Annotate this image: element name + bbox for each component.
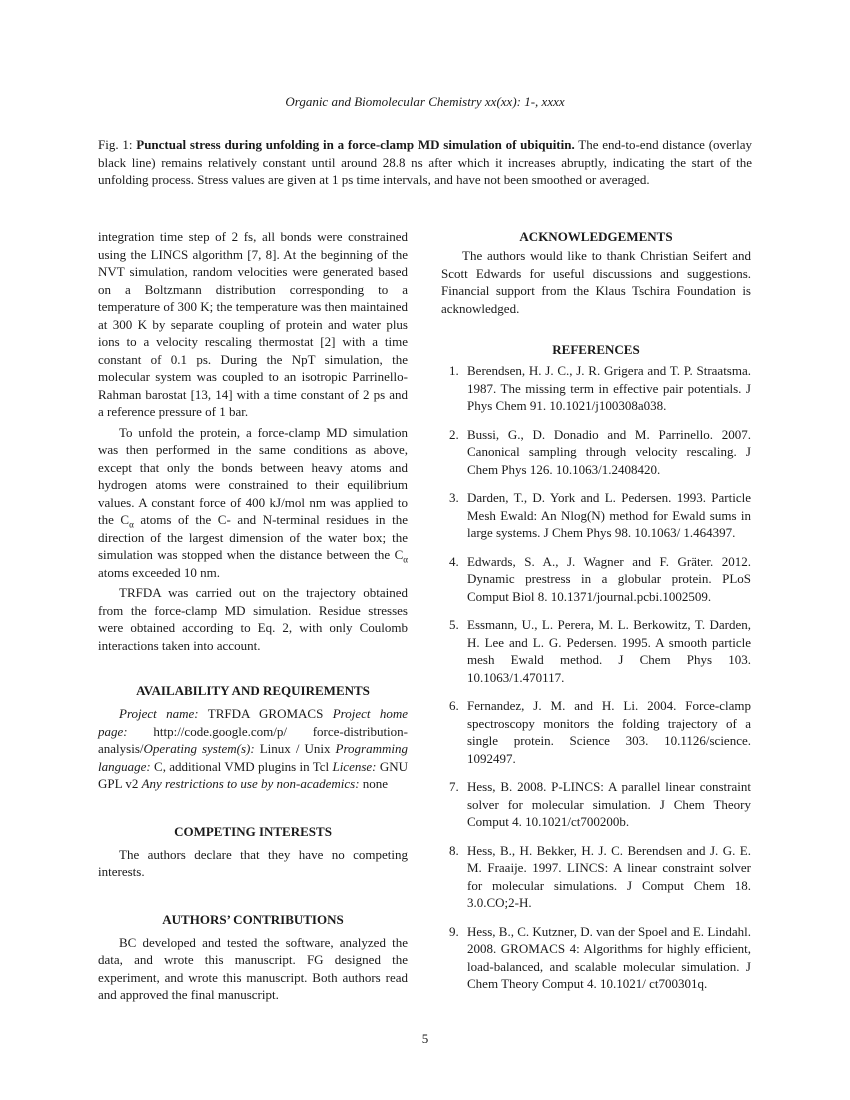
right-column: [441, 228, 751, 1004]
acknowledgements-heading: ACKNOWLEDGEMENTS: [519, 229, 673, 244]
page-number: 5: [421, 1031, 429, 1046]
figure-caption-text: The end-to-end distance (overlay black line) remains relatively constant until around 28.8 ns after which it increases abruptly, indicating the start of the unfolding process. Stress values are given at 1 ps time intervals, and have not been smoothed or averaged.: [98, 137, 753, 187]
acknowledgements-text: The authors would like to thank Christian Seifert and Scott Edwards for useful discussions and suggestions. Financial support from the Klaus Tschira Foundation is acknowledged.: [441, 248, 751, 316]
left-column: [98, 228, 408, 1004]
authors-contributions-text: BC developed and tested the software, analyzed the data, and wrote this manuscript. FG designed the experiment, and wrote this manuscript. Both authors read and approved the final manuscript.: [98, 934, 408, 1002]
reference-text: Essmann, U., L. Perera, M. L. Berkowitz, T. Darden, H. Lee and L. G. Pedersen. 1995. A smooth particle mesh Ewald method. J Chem Phys 103. 10.1063/1.470117.: [467, 617, 751, 685]
figure-label: Fig. 1:: [98, 137, 133, 152]
reference-item: [441, 778, 751, 831]
reference-item: [441, 489, 751, 542]
reference-list: [441, 362, 751, 993]
methods-paragraph-2: To unfold the protein, a force-clamp MD simulation was then performed in the same conditions as above, except that only the bonds between heavy atoms and hydrogen atoms were constrained to their equilibrium values. A constant force of 400 kJ/mol nm was applied to the $C_\alpha$ atoms of the C- and N-terminal residues in the direction of the largest dimension of the water box; the simulation was stopped when the distance between the $C_\alpha$ atoms exceeded 10 nm.: [98, 424, 408, 580]
reference-number: 5.: [449, 617, 459, 632]
reference-number: 3.: [449, 490, 459, 505]
reference-item: [441, 923, 751, 993]
availability-heading: AVAILABILITY AND REQUIREMENTS: [136, 683, 370, 698]
competing-interests-heading: COMPETING INTERESTS: [174, 823, 332, 839]
reference-item: [441, 362, 751, 415]
methods-paragraph-1: integration time step of 2 fs, all bonds were constrained using the LINCS algorithm [7, 8]. At the beginning of the NVT simulation, random velocities were generated based on a Boltzmann distribution corresponding to a temperature of 300 K; the temperature was then maintained at 300 K by separate coupling of protein and water plus ions to a velocity rescaling thermostat [2] with a time constant of 0.1 ps. During the NpT simulation, the molecular system was coupled to an isotropic Parrinello-Rahman barostat [13, 14] with a time constant of 2 ps and a reference pressure of 1 bar.: [98, 229, 408, 419]
reference-item: [441, 426, 751, 479]
reference-text: Fernandez, J. M. and H. Li. 2004. Force-clamp spectroscopy monitors the folding trajectory of a single protein. Science 303. 10.1126/science. 1092497.: [467, 698, 751, 766]
competing-interests-text: The authors declare that they have no competing interests.: [98, 846, 408, 879]
figure-title: Punctual stress during unfolding in a force-clamp MD simulation of ubiquitin.: [136, 137, 575, 152]
reference-text: Hess, B., H. Bekker, H. J. C. Berendsen and J. G. E. M. Fraaije. 1997. LINCS: A linear constraint solver for molecular simulations. J Comput Chem 18. 3.0.CO;2-H.: [467, 842, 751, 910]
reference-text: Hess, B. 2008. P-LINCS: A parallel linear constraint solver for molecular simulation. J Chem Theory Comput 4. 10.1021/ct700200b.: [467, 779, 751, 829]
reference-item: [441, 616, 751, 686]
reference-number: 7.: [449, 779, 459, 794]
authors-contributions-heading: AUTHORS’ CONTRIBUTIONS: [162, 911, 344, 927]
reference-number: 9.: [449, 923, 459, 939]
reference-item: [441, 842, 751, 912]
reference-text: Berendsen, H. J. C., J. R. Grigera and T. P. Straatsma. 1987. The missing term in effective pair potentials. J Phys Chem 91. 10.1021/j100308a038.: [467, 363, 751, 413]
reference-number: 8.: [449, 842, 459, 858]
reference-text: Bussi, G., D. Donadio and M. Parrinello. 2007. Canonical sampling through velocity rescaling. J Chem Phys 126. 10.1063/1.2408420.: [467, 426, 751, 477]
reference-text: Darden, T., D. York and L. Pedersen. 1993. Particle Mesh Ewald: An Nlog(N) method for Ewald sums in large systems. J Chem Phys 98. 10.1063/ 1.464397.: [467, 490, 751, 540]
reference-number: 2.: [449, 426, 459, 442]
reference-item: [441, 553, 751, 606]
reference-number: 6.: [449, 698, 459, 713]
reference-number: 4.: [449, 553, 459, 569]
references-heading: REFERENCES: [552, 342, 640, 357]
running-header: Organic and Biomolecular Chemistry xx(xx): 1-, xxxx: [285, 94, 565, 109]
availability-text: Project name: TRFDA GROMACS Project home page: http://code.google.com/p/ force-distribution-analysis/Operating system(s): Linux / Unix Programming language: C, additional VMD plugins in Tcl License: GNU GPL v2 Any restrictions to use by non-academics: none: [98, 706, 408, 791]
reference-number: 1.: [449, 363, 459, 378]
reference-text: Hess, B., C. Kutzner, D. van der Spoel and E. Lindahl. 2008. GROMACS 4: Algorithms for highly efficient, load-balanced, and scalable molecular simulation. J Chem Theory Comput 4. 10.1021/ ct700301q.: [467, 923, 751, 991]
reference-item: [441, 697, 751, 767]
methods-paragraph-3: TRFDA was carried out on the trajectory obtained from the force-clamp MD simulation. Residue stresses were obtained according to Eq. 2, with only Coulomb interactions taken into account.: [98, 585, 408, 653]
reference-text: Edwards, S. A., J. Wagner and F. Gräter. 2012. Dynamic prestress in a globular protein. PLoS Comput Biol 8. 10.1371/journal.pcbi.1002509.: [467, 553, 751, 604]
figure-caption: [98, 136, 752, 189]
